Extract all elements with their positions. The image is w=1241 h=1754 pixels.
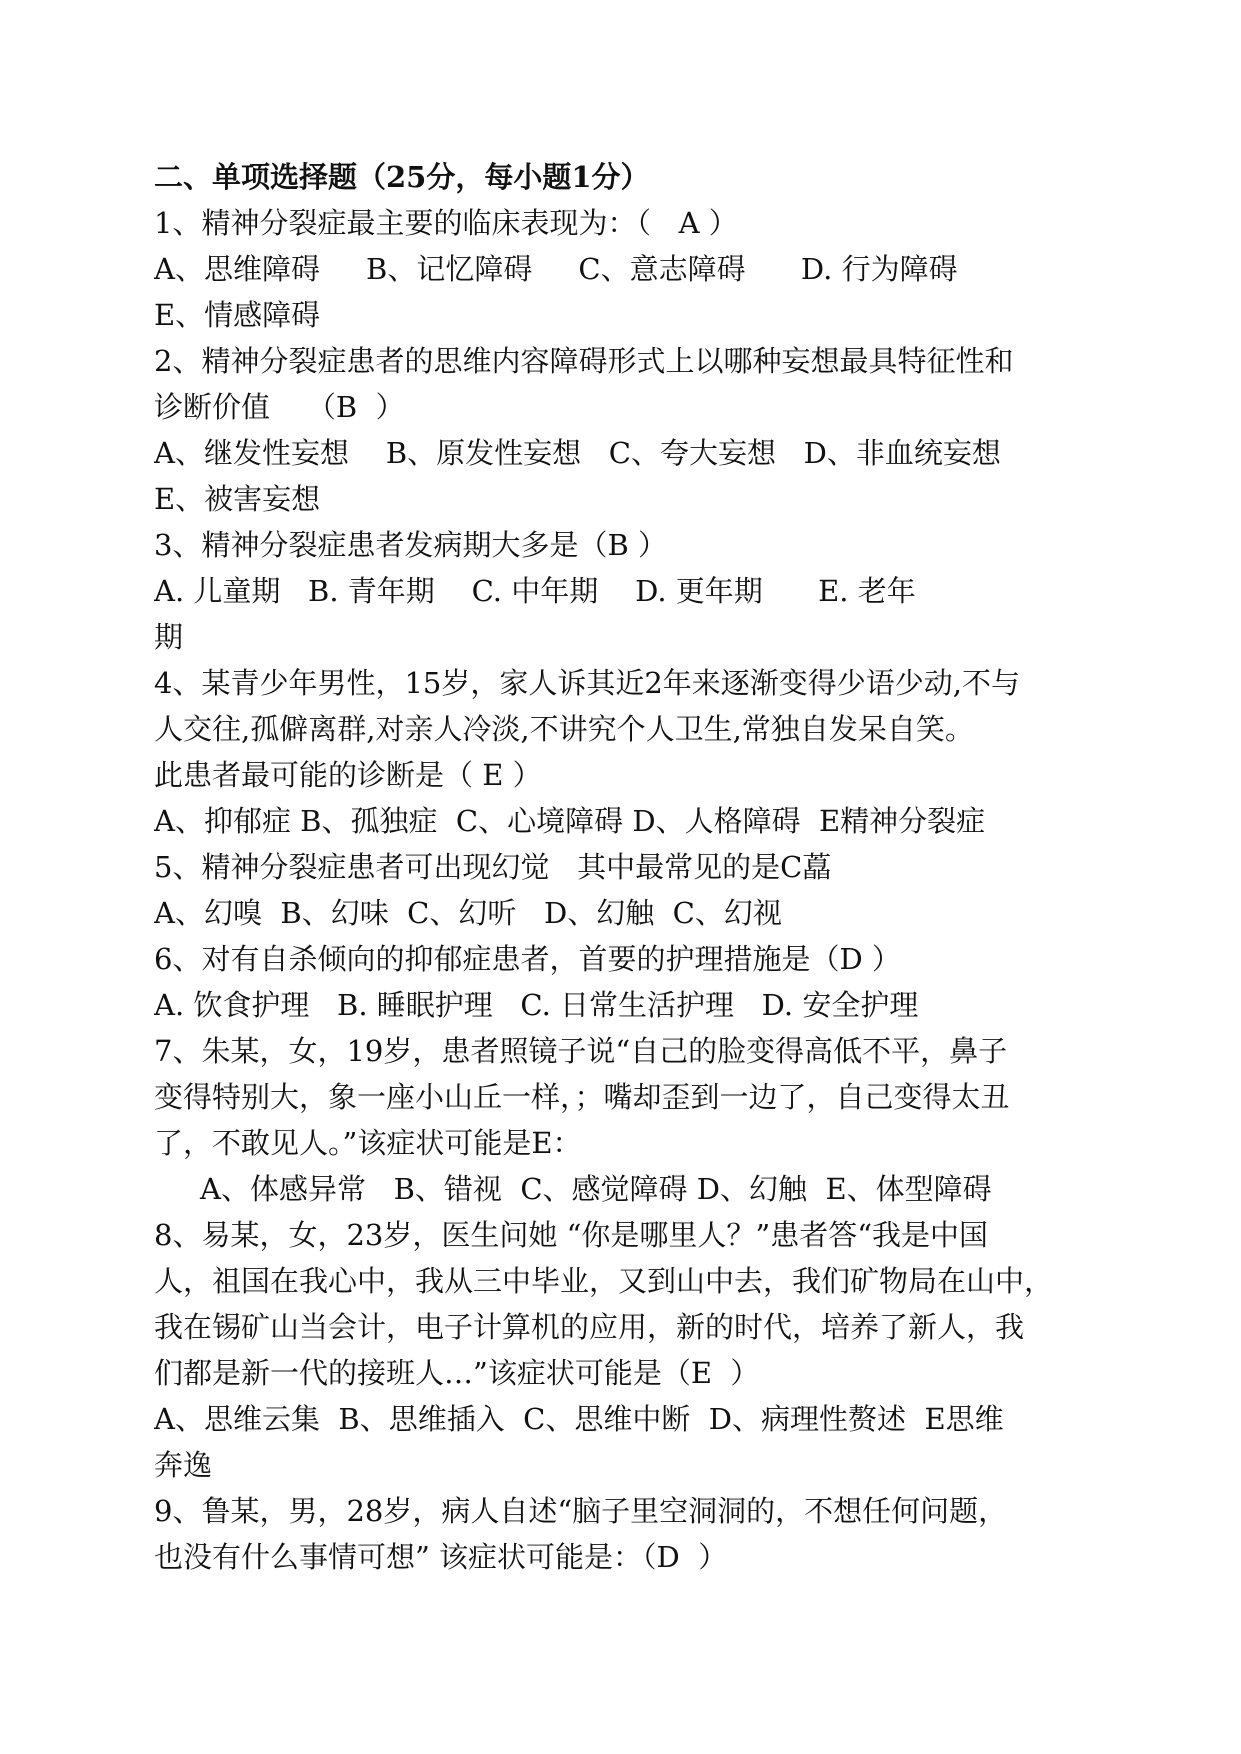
section-title: 二、单项选择题（25分，每小题1分） — [154, 160, 650, 194]
q6-stem: 6、对有自杀倾向的抑郁症患者，首要的护理措施是（D ） — [154, 942, 901, 976]
q1-options: A、思维障碍 B、记忆障碍 C、意志障碍 D. 行为障碍 — [154, 252, 958, 286]
q8-stem-cont: 人，祖国在我心中，我从三中毕业，又到山中去，我们矿物局在山中， — [154, 1264, 1054, 1298]
q7-stem-cont: 变得特别大，象一座小山丘一样，；嘴却歪到一边了，自己变得太丑 — [154, 1080, 1010, 1114]
q8-options-cont: 奔逸 — [154, 1448, 213, 1482]
q8-stem: 8、易某，女，23岁，医生问她 “你是哪里人？”患者答“我是中国 — [154, 1218, 989, 1252]
q4-stem-cont: 此患者最可能的诊断是（ E ） — [154, 758, 542, 792]
q3-options: A. 儿童期 B. 青年期 C. 中年期 D. 更年期 E. 老年 — [154, 574, 916, 608]
q2-stem: 2、精神分裂症患者的思维内容障碍形式上以哪种妄想最具特征性和 — [154, 344, 1014, 378]
q4-stem-cont: 人交往,孤僻离群,对亲人冷淡,不讲究个人卫生,常独自发呆自笑。 — [154, 712, 974, 746]
q8-stem-cont: 们都是新一代的接班人…”该症状可能是（E ） — [154, 1356, 760, 1390]
q4-options: A、抑郁症 B、孤独症 C、心境障碍 D、人格障碍 E精神分裂症 — [154, 804, 986, 838]
q3-stem: 3、精神分裂症患者发病期大多是（B ） — [154, 528, 667, 562]
q8-options: A、思维云集 B、思维插入 C、思维中断 D、病理性赘述 E思维 — [154, 1402, 1004, 1436]
q1-stem: 1、精神分裂症最主要的临床表现为：（ A ） — [154, 206, 738, 240]
q2-options: A、继发性妄想 B、原发性妄想 C、夸大妄想 D、非血统妄想 — [154, 436, 1001, 470]
q5-stem: 5、精神分裂症患者可出现幻觉 其中最常见的是C藠 — [154, 850, 832, 884]
q7-stem: 7、朱某，女，19岁，患者照镜子说“自己的脸变得高低不平，鼻子 — [154, 1034, 1008, 1068]
q2-options-cont: E、被害妄想 — [154, 482, 321, 516]
q3-options-cont: 期 — [154, 620, 184, 654]
q2-stem-cont: 诊断价值 （B ） — [154, 390, 405, 424]
q7-stem-cont: 了，不敢见人。”该症状可能是E： — [154, 1126, 582, 1160]
q6-options: A. 饮食护理 B. 睡眠护理 C. 日常生活护理 D. 安全护理 — [154, 988, 919, 1022]
q4-stem: 4、某青少年男性，15岁，家人诉其近2年来逐渐变得少语少动,不与 — [154, 666, 1021, 700]
q9-stem-cont: 也没有什么事情可想” 该症状可能是：（D ） — [154, 1540, 728, 1574]
q9-stem: 9、鲁某，男，28岁，病人自述“脑子里空洞洞的，不想任何问题， — [154, 1494, 1008, 1528]
q7-options: A、体感异常 B、错视 C、感觉障碍 D、幻触 E、体型障碍 — [200, 1172, 992, 1206]
document-page — [154, 154, 1094, 1580]
q1-options-cont: E、情感障碍 — [154, 298, 321, 332]
q5-options: A、幻嗅 B、幻味 C、幻听 D、幻触 C、幻视 — [154, 896, 782, 930]
q8-stem-cont: 我在锡矿山当会计，电子计算机的应用，新的时代，培养了新人，我 — [154, 1310, 1025, 1344]
